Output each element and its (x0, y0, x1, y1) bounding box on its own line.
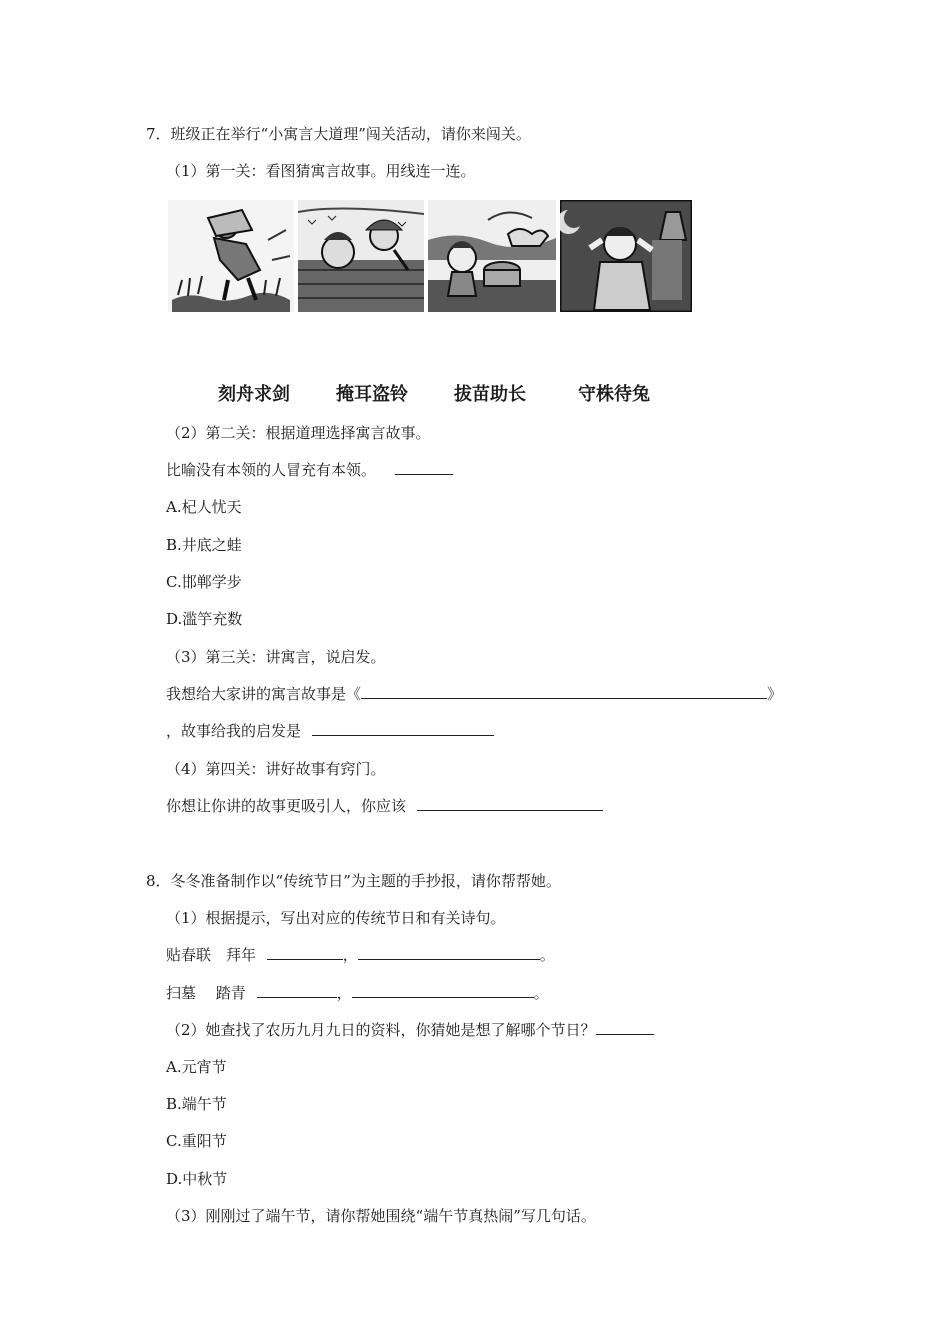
fable-picture-1 (168, 200, 294, 312)
q8-row-2-period: 。 (533, 984, 549, 1002)
fable-picture-3 (428, 200, 556, 312)
q8-row-1-period: 。 (539, 946, 555, 964)
q7-part1: （1）第一关：看图猜寓言故事。用线连一连。 (166, 162, 476, 180)
q8-row-1 (166, 945, 555, 965)
q7-part3-inspiration-line (166, 721, 494, 741)
q8-row-1-comma: ， (342, 946, 358, 964)
answer-blank[interactable] (395, 460, 453, 475)
q8-row-1-hint: 贴春联 拜年 (166, 946, 257, 964)
q8-part2 (166, 1020, 654, 1040)
poem-blank-1[interactable] (358, 945, 540, 960)
fable-pictures (168, 200, 692, 312)
festival-blank-2[interactable] (257, 983, 337, 998)
fable-picture-4 (560, 200, 692, 312)
q7-option-c: C.邯郸学步 (166, 573, 242, 591)
q8-option-d: D.中秋节 (166, 1170, 228, 1188)
q7-option-b: B.井底之蛙 (166, 536, 242, 554)
q7-title: 7．班级正在举行“小寓言大道理”闯关活动，请你来闯关。 (146, 125, 531, 143)
poem-blank-2[interactable] (352, 983, 534, 998)
q8-part1: （1）根据提示，写出对应的传统节日和有关诗句。 (166, 909, 506, 927)
q8-part3: （3）刚刚过了端午节，请你帮她围绕“端午节真热闹”写几句话。 (166, 1207, 596, 1225)
q7-option-a: A.杞人忧天 (166, 498, 242, 516)
q8-row-2 (166, 983, 549, 1003)
q7-part4: （4）第四关：讲好故事有窍门。 (166, 760, 386, 778)
tips-blank[interactable] (417, 796, 603, 811)
q8-row-2-hint: 扫墓 踏青 (166, 984, 246, 1002)
fable-name-2: 掩耳盗铃 (336, 384, 408, 405)
q8-option-c: C.重阳节 (166, 1132, 227, 1150)
q7-part3: （3）第三关：讲寓言，说启发。 (166, 648, 386, 666)
story-name-blank[interactable] (361, 684, 767, 699)
q7-part2: （2）第二关：根据道理选择寓言故事。 (166, 424, 431, 442)
festival-choice-blank[interactable] (596, 1020, 654, 1035)
fable-picture-2 (298, 200, 424, 312)
q7-part3-story-prefix: 我想给大家讲的寓言故事是《 (166, 685, 362, 703)
q8-option-b: B.端午节 (166, 1095, 227, 1113)
q7-part2-question-text: 比喻没有本领的人冒充有本领。 (166, 461, 377, 479)
fable-name-4: 守株待兔 (578, 384, 650, 405)
q8-row-2-comma: ， (336, 984, 352, 1002)
fable-name-1: 刻舟求剑 (218, 384, 290, 405)
q7-part3-story-suffix: 》 (767, 685, 783, 703)
q7-option-d: D.滥竽充数 (166, 610, 243, 628)
fable-name-3: 拔苗助长 (454, 384, 526, 405)
q8-title: 8．冬冬准备制作以“传统节日”为主题的手抄报，请你帮帮她。 (146, 872, 561, 890)
q7-part2-question (166, 460, 453, 480)
q7-part4-question (166, 796, 603, 816)
inspiration-blank[interactable] (312, 721, 494, 736)
q8-part2-text: （2）她查找了农历九月九日的资料，你猜她是想了解哪个节日？ (166, 1021, 596, 1039)
q8-option-a: A.元宵节 (166, 1058, 227, 1076)
festival-blank-1[interactable] (267, 945, 343, 960)
q7-part3-inspiration-prefix: ，故事给我的启发是 (166, 722, 302, 740)
q7-part3-story-line (166, 684, 782, 704)
q7-part4-question-text: 你想让你讲的故事更吸引人，你应该 (166, 797, 407, 815)
